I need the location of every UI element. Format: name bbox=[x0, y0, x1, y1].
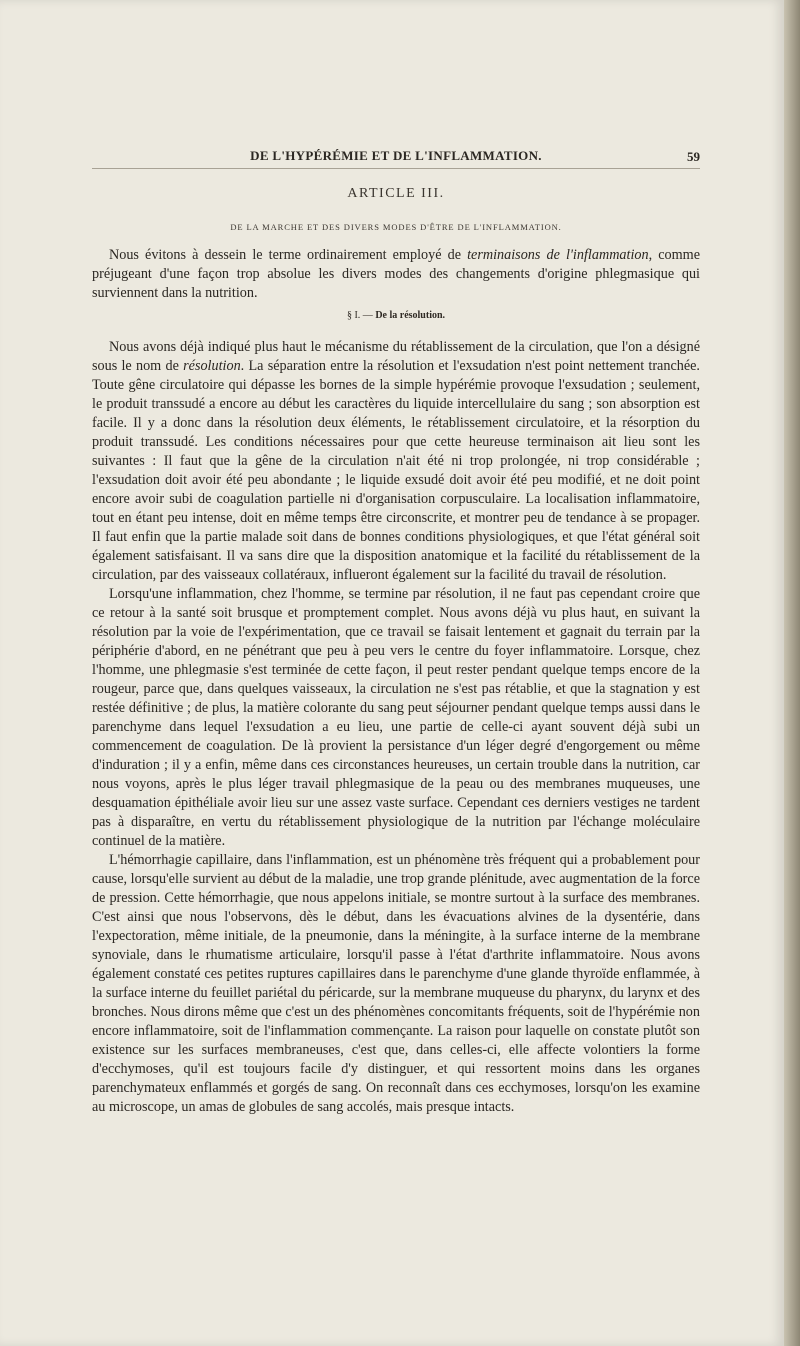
paragraph-1-end: . La séparation entre la résolution et l'exsudation n'est point nettement tranchée. Toute gêne circulatoire qui dépasse les bornes de la simple hypérémie provoque l'exsudation ; seulement, le produit transsudé a encore au début les caractères du liquide intercellulaire du sang ; son absorption est facile. Il y a donc dans la résolution deux éléments, le rétablissement circulatoire, et la résorption du produit transsudé. Les conditions nécessaires pour que cette heureuse terminaison ait lieu sont les suivantes : Il faut que la gêne de la circulation n'ait été ni trop prolongée, ni trop considérable ; l'exsudation doit avoir été peu abondante ; le liquide exsudé doit avoir été peu modifié, et ne doit point encore avoir subi de coagulation partielle ni d'organisation corpusculaire. La localisation inflammatoire, tout en étant peu intense, doit en même temps être circonscrite, et montrer peu de tendance à se propager. Il faut enfin que la partie malade soit dans de bonnes conditions physiologiques, et que l'état général soit également satisfaisant. Il va sans dire que la disposition anatomique et la facilité du rétablissement de la circulation, par des vaisseaux collatéraux, influeront également sur la facilité du travail de résolution. bbox=[92, 358, 700, 583]
header-rule bbox=[92, 168, 700, 169]
section-heading bbox=[92, 310, 700, 321]
paragraph-human-inflammation: Lorsqu'une inflammation, chez l'homme, se termine par résolution, il ne faut pas cependant croire que ce retour à la santé soit brusque et promptement complet. Nous avons déjà vu plus haut, en suivant la résolution par la voie de l'expérimentation, que ce travail se faisait lentement et gagnait du terrain par la périphérie d'abord, en ne pénétrant que peu à peu vers le centre du foyer inflammatoire. Lorsque, chez l'homme, une phlegmasie s'est terminée de cette façon, il peut rester pendant quelque temps encore de la rougeur, parce que, dans quelques vaisseaux, la circulation ne s'est pas rétablie, et que la stagnation y est restée définitive ; de plus, la matière colorante du sang peut séjourner pendant quelque temps aussi dans le parenchyme dans lequel l'exsudation a eu lieu, une partie de celle-ci ayant souvent déjà subi un commencement de coagulation. De là provient la persistance d'un léger degré d'engorgement ou même d'induration ; il y a enfin, même dans ces circonstances heureuses, un certain trouble dans la nutrition, car nous voyons, après le plus léger travail phlegmasique de la peau ou des membranes muqueuses, une desquamation épithéliale avoir lieu sur une assez vaste surface. Cependant ces derniers vestiges ne tardent pas à disparaître, en vertu du rétablissement physiologique de la nutrition par l'échange moléculaire continuel de la matière. bbox=[92, 586, 700, 849]
book-spine-edge bbox=[784, 0, 800, 1346]
paragraph-hemorrhage: L'hémorrhagie capillaire, dans l'inflammation, est un phénomène très fréquent qui a probablement pour cause, lorsqu'elle survient au début de la maladie, une trop grande plénitude, avec augmentation de la force de pression. Cette hémorrhagie, que nous appelons initiale, se montre surtout à la surface des membranes. C'est ainsi que nous l'observons, dès le début, dans les évacuations alvines de la dysentérie, dans l'expectoration, même initiale, de la pneumonie, dans la méningite, à la surface interne de la membrane synoviale, dans le rhumatisme articulaire, lorsqu'il passe à l'état d'arthrite inflammatoire. Nous avons également constaté ces petites ruptures capillaires dans le parenchyme d'une glande thyroïde enflammée, à la surface interne du feuillet pariétal du péricarde, sur la membrane muqueuse du pharynx, du larynx et des bronches. Nous dirons même que c'est un des phénomènes concomitants fréquents, soit de l'hypérémie non encore inflammatoire, soit de l'inflammation commençante. La raison pour laquelle on constate plutôt son existence sur les surfaces membraneuses, c'est que, dans celles-ci, elle affecte volontiers la forme d'ecchymoses, qu'il est toujours facile d'y distinguer, et qui ressortent moins dans les organes parenchymateux enflammés et gorgés de sang. On reconnaît dans ces ecchymoses, lorsqu'on les examine au microscope, un amas de globules de sang accolés, mais presque intacts. bbox=[92, 852, 700, 1115]
intro-text-start: Nous évitons à dessein le terme ordinairement employé de bbox=[109, 247, 468, 263]
paragraph-1-start: Nous avons déjà indiqué plus haut le mécanisme du rétablissement de la circulation, que l'on a désigné sous le nom de bbox=[92, 339, 700, 374]
intro-paragraph bbox=[92, 246, 700, 303]
section-title: De la résolution. bbox=[375, 310, 446, 321]
paragraph-1-italic-term: résolution bbox=[183, 358, 241, 374]
running-title: DE L'HYPÉRÉMIE ET DE L'INFLAMMATION. bbox=[250, 148, 542, 163]
intro-text-end: , comme préjugeant d'une façon trop absolue les divers modes des changements d'origine phlegmasique qui surviennent dans la nutrition. bbox=[92, 247, 700, 301]
body-text bbox=[92, 338, 700, 1117]
intro-text bbox=[92, 246, 700, 303]
running-head bbox=[92, 148, 700, 168]
article-subtitle: DE LA MARCHE ET DES DIVERS MODES D'ÊTRE DE L'INFLAMMATION. bbox=[230, 222, 562, 232]
intro-italic-term: terminaisons de l'inflammation bbox=[467, 247, 649, 263]
section-number: § I. — bbox=[346, 310, 373, 321]
paragraph-resolution bbox=[92, 338, 700, 585]
page-number: 59 bbox=[687, 149, 700, 164]
article-title: ARTICLE III. bbox=[347, 186, 445, 201]
